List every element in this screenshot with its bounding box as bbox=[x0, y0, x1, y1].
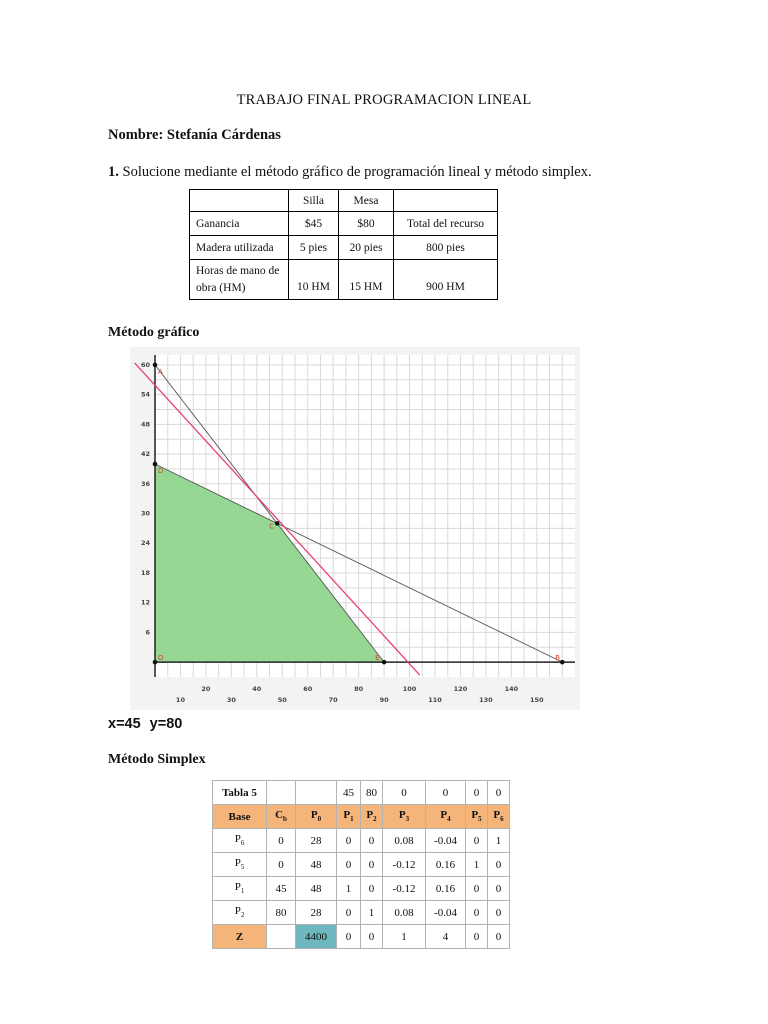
table-cell: 0 bbox=[466, 925, 488, 949]
table-cell: Base bbox=[213, 805, 267, 829]
table-cell: 28 bbox=[296, 829, 337, 853]
table-cell bbox=[267, 925, 296, 949]
table-cell: 0 bbox=[383, 781, 426, 805]
vertex-label: E bbox=[375, 654, 380, 663]
graph-method-heading: Método gráfico bbox=[108, 325, 200, 340]
table-cell: Ganancia bbox=[190, 212, 289, 236]
simplex-method-heading: Método Simplex bbox=[108, 752, 206, 767]
lp-graph-chart bbox=[130, 347, 580, 710]
table-cell: 900 HM bbox=[394, 260, 498, 300]
x-tick-label: 140 bbox=[504, 685, 519, 693]
table-cell: 0 bbox=[426, 781, 466, 805]
y-tick-label: 36 bbox=[140, 479, 150, 488]
table-cell: 80 bbox=[267, 901, 296, 925]
table-cell: 1 bbox=[361, 901, 383, 925]
table-cell: $P_5$ bbox=[466, 805, 488, 829]
table-cell: $P_3$ bbox=[383, 805, 426, 829]
table-cell: Madera utilizada bbox=[190, 236, 289, 260]
y-tick-label: 12 bbox=[140, 598, 150, 607]
student-name: Nombre: Stefanía Cárdenas bbox=[108, 127, 281, 143]
table-cell: 0 bbox=[488, 853, 510, 877]
x-tick-label: 40 bbox=[252, 685, 262, 693]
optimal-value-cell: 4400 bbox=[296, 925, 337, 949]
table-cell: 80 bbox=[361, 781, 383, 805]
table-cell: 0 bbox=[466, 901, 488, 925]
x-tick-label: 10 bbox=[175, 696, 185, 704]
table-row bbox=[190, 236, 498, 260]
table-cell: 800 pies bbox=[394, 236, 498, 260]
vertex-point bbox=[560, 660, 565, 665]
table-cell bbox=[190, 190, 289, 212]
x-tick-label: 60 bbox=[303, 685, 313, 693]
table-cell: 10 HM bbox=[289, 260, 339, 300]
table-cell: $P_5$ bbox=[213, 853, 267, 877]
table-cell: 45 bbox=[267, 877, 296, 901]
table-cell: 48 bbox=[296, 877, 337, 901]
table-cell bbox=[296, 781, 337, 805]
vertex-point bbox=[153, 660, 158, 665]
table-cell: 1 bbox=[337, 877, 361, 901]
y-tick-label: 6 bbox=[145, 628, 150, 637]
vertex-label: O bbox=[158, 654, 164, 663]
x-tick-label: 100 bbox=[402, 685, 417, 693]
solution-y: y=80 bbox=[149, 716, 183, 732]
simplex-z-row bbox=[213, 925, 510, 949]
simplex-table bbox=[212, 780, 510, 949]
table-cell: 1 bbox=[383, 925, 426, 949]
table-row bbox=[213, 829, 510, 853]
table-cell: 0.16 bbox=[426, 877, 466, 901]
y-tick-label: 30 bbox=[140, 509, 150, 518]
x-tick-label: 90 bbox=[379, 696, 389, 704]
table-row bbox=[213, 853, 510, 877]
solution-x: x=45 bbox=[108, 716, 141, 732]
simplex-top-row bbox=[213, 781, 510, 805]
vertex-label: A bbox=[158, 367, 163, 376]
table-cell: $P_6$ bbox=[488, 805, 510, 829]
table-cell: Horas de mano de obra (HM) bbox=[190, 260, 289, 300]
table-row bbox=[190, 212, 498, 236]
table-cell: 4 bbox=[426, 925, 466, 949]
table-cell bbox=[267, 781, 296, 805]
table-cell: $P_2$ bbox=[361, 805, 383, 829]
simplex-header-row bbox=[213, 805, 510, 829]
vertex-point bbox=[275, 521, 280, 526]
table-cell: 48 bbox=[296, 853, 337, 877]
table-cell: $P_0$ bbox=[296, 805, 337, 829]
table-cell: -0.12 bbox=[383, 877, 426, 901]
table-cell: 0 bbox=[267, 853, 296, 877]
x-tick-label: 150 bbox=[530, 696, 544, 704]
table-cell: $C_b$ bbox=[267, 805, 296, 829]
question-number: 1. bbox=[108, 164, 119, 180]
table-cell: 0 bbox=[466, 829, 488, 853]
document-title: TRABAJO FINAL PROGRAMACION LINEAL bbox=[236, 92, 532, 108]
table-cell: $P_6$ bbox=[213, 829, 267, 853]
table-cell: -0.12 bbox=[383, 853, 426, 877]
table-cell: 0 bbox=[361, 853, 383, 877]
table-cell: 0 bbox=[488, 781, 510, 805]
table-cell: 0 bbox=[488, 901, 510, 925]
x-tick-label: 70 bbox=[328, 696, 338, 704]
x-tick-label: 120 bbox=[453, 685, 468, 693]
vertex-label: D bbox=[158, 466, 164, 475]
table-cell: 1 bbox=[466, 853, 488, 877]
table-cell: 20 pies bbox=[339, 236, 394, 260]
table-cell: $80 bbox=[339, 212, 394, 236]
y-tick-label: 54 bbox=[140, 390, 150, 399]
y-tick-label: 42 bbox=[140, 450, 150, 459]
table-cell: 0 bbox=[337, 925, 361, 949]
table-cell: Z bbox=[213, 925, 267, 949]
table-cell: Tabla 5 bbox=[213, 781, 267, 805]
table-cell: 1 bbox=[488, 829, 510, 853]
table-header-mesa: Mesa bbox=[339, 190, 394, 212]
solution-line bbox=[108, 716, 191, 732]
table-cell: -0.04 bbox=[426, 829, 466, 853]
table-cell: $P_4$ bbox=[426, 805, 466, 829]
x-tick-label: 110 bbox=[428, 696, 442, 704]
resources-table bbox=[189, 189, 498, 300]
table-cell: 0.08 bbox=[383, 829, 426, 853]
question-1 bbox=[108, 164, 592, 181]
vertex-label: B bbox=[555, 654, 561, 663]
x-tick-label: 20 bbox=[201, 685, 211, 693]
table-cell: 0 bbox=[466, 877, 488, 901]
table-cell: 5 pies bbox=[289, 236, 339, 260]
y-tick-label: 48 bbox=[140, 420, 150, 429]
x-tick-label: 30 bbox=[226, 696, 236, 704]
table-cell: $P_1$ bbox=[337, 805, 361, 829]
table-cell: 0 bbox=[361, 829, 383, 853]
x-tick-label: 50 bbox=[277, 696, 287, 704]
table-cell: -0.04 bbox=[426, 901, 466, 925]
table-cell: 0 bbox=[466, 781, 488, 805]
table-cell: 0 bbox=[337, 901, 361, 925]
vertex-label: C bbox=[269, 522, 275, 531]
table-cell bbox=[394, 190, 498, 212]
table-cell: $45 bbox=[289, 212, 339, 236]
table-row bbox=[213, 901, 510, 925]
vertex-point bbox=[153, 462, 158, 467]
table-cell: 0.08 bbox=[383, 901, 426, 925]
table-row bbox=[213, 877, 510, 901]
table-cell: 15 HM bbox=[339, 260, 394, 300]
x-tick-label: 80 bbox=[354, 685, 364, 693]
table-cell: 0.16 bbox=[426, 853, 466, 877]
y-tick-label: 18 bbox=[140, 568, 150, 577]
table-row bbox=[190, 260, 498, 300]
table-cell: 0 bbox=[361, 877, 383, 901]
table-cell: Total del recurso bbox=[394, 212, 498, 236]
x-tick-label: 130 bbox=[479, 696, 493, 704]
table-cell: 0 bbox=[488, 925, 510, 949]
table-cell: $P_1$ bbox=[213, 877, 267, 901]
table-header-silla: Silla bbox=[289, 190, 339, 212]
vertex-point bbox=[382, 660, 387, 665]
y-tick-label: 24 bbox=[140, 539, 150, 548]
table-cell: 0 bbox=[337, 853, 361, 877]
vertex-point bbox=[153, 363, 158, 368]
table-cell: 0 bbox=[337, 829, 361, 853]
table-cell: 45 bbox=[337, 781, 361, 805]
table-cell: $P_2$ bbox=[213, 901, 267, 925]
table-cell: 0 bbox=[361, 925, 383, 949]
table-header-row bbox=[190, 190, 498, 212]
table-cell: 0 bbox=[488, 877, 510, 901]
table-cell: 0 bbox=[267, 829, 296, 853]
question-text: Solucione mediante el método gráfico de programación lineal y método simplex. bbox=[118, 164, 592, 180]
table-cell: 28 bbox=[296, 901, 337, 925]
y-tick-label: 60 bbox=[140, 360, 150, 369]
